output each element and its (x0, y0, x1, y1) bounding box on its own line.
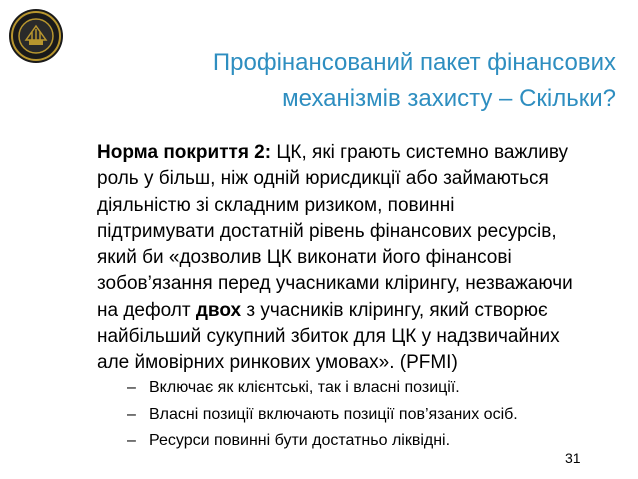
coverage-paragraph (97, 140, 625, 377)
paragraph-line-text: з учасників клірингу, який створює (241, 299, 548, 321)
paragraph-line: але ймовірних ринкових умовах». (PFMI) (97, 352, 458, 374)
page-number: 31 (565, 450, 581, 466)
slide-title-line-2: механізмів захисту – Скільки? (282, 85, 616, 112)
slide-title (136, 45, 616, 117)
bullet-text: Власні позиції включають позиції пов’язаних осіб. (149, 405, 518, 423)
paragraph-line: роль у більш, ніж одній юрисдикції або займаються (97, 168, 549, 190)
bullet-item (127, 402, 518, 429)
coverage-norm-label: Норма покриття 2: (97, 142, 272, 163)
bullet-text: Ресурси повинні бути достатньо ліквідні. (149, 432, 451, 449)
paragraph-line: який би «дозволив ЦК виконати його фінансові (97, 247, 512, 269)
bullet-item (127, 428, 518, 455)
dash-marker: – (127, 379, 136, 396)
dash-marker: – (127, 405, 136, 423)
paragraph-line: діяльністю зі складним ризиком, повинні (97, 194, 455, 216)
bullet-text: Включає як клієнтські, так і власні позиції. (149, 379, 460, 396)
seal-logo-icon (8, 8, 64, 64)
dash-marker: – (127, 432, 136, 449)
bullet-item (127, 375, 518, 402)
bullet-list (127, 375, 518, 455)
paragraph-line: підтримувати достатній рівень фінансових ресурсів, (97, 220, 557, 242)
slide-title-line-1: Профінансований пакет фінансових (212, 49, 616, 76)
paragraph-line (97, 140, 625, 166)
paragraph-line: зобов’язання перед учасниками клірингу, незважаючи (97, 273, 573, 295)
paragraph-line (97, 298, 625, 324)
paragraph-line: найбільший сукупний збиток для ЦК у надзвичайних (97, 326, 560, 348)
paragraph-line-text: ЦК, які грають системно важливу (271, 142, 569, 163)
emphasis-two: двох (195, 299, 242, 321)
paragraph-line-text: на дефолт (97, 299, 196, 321)
